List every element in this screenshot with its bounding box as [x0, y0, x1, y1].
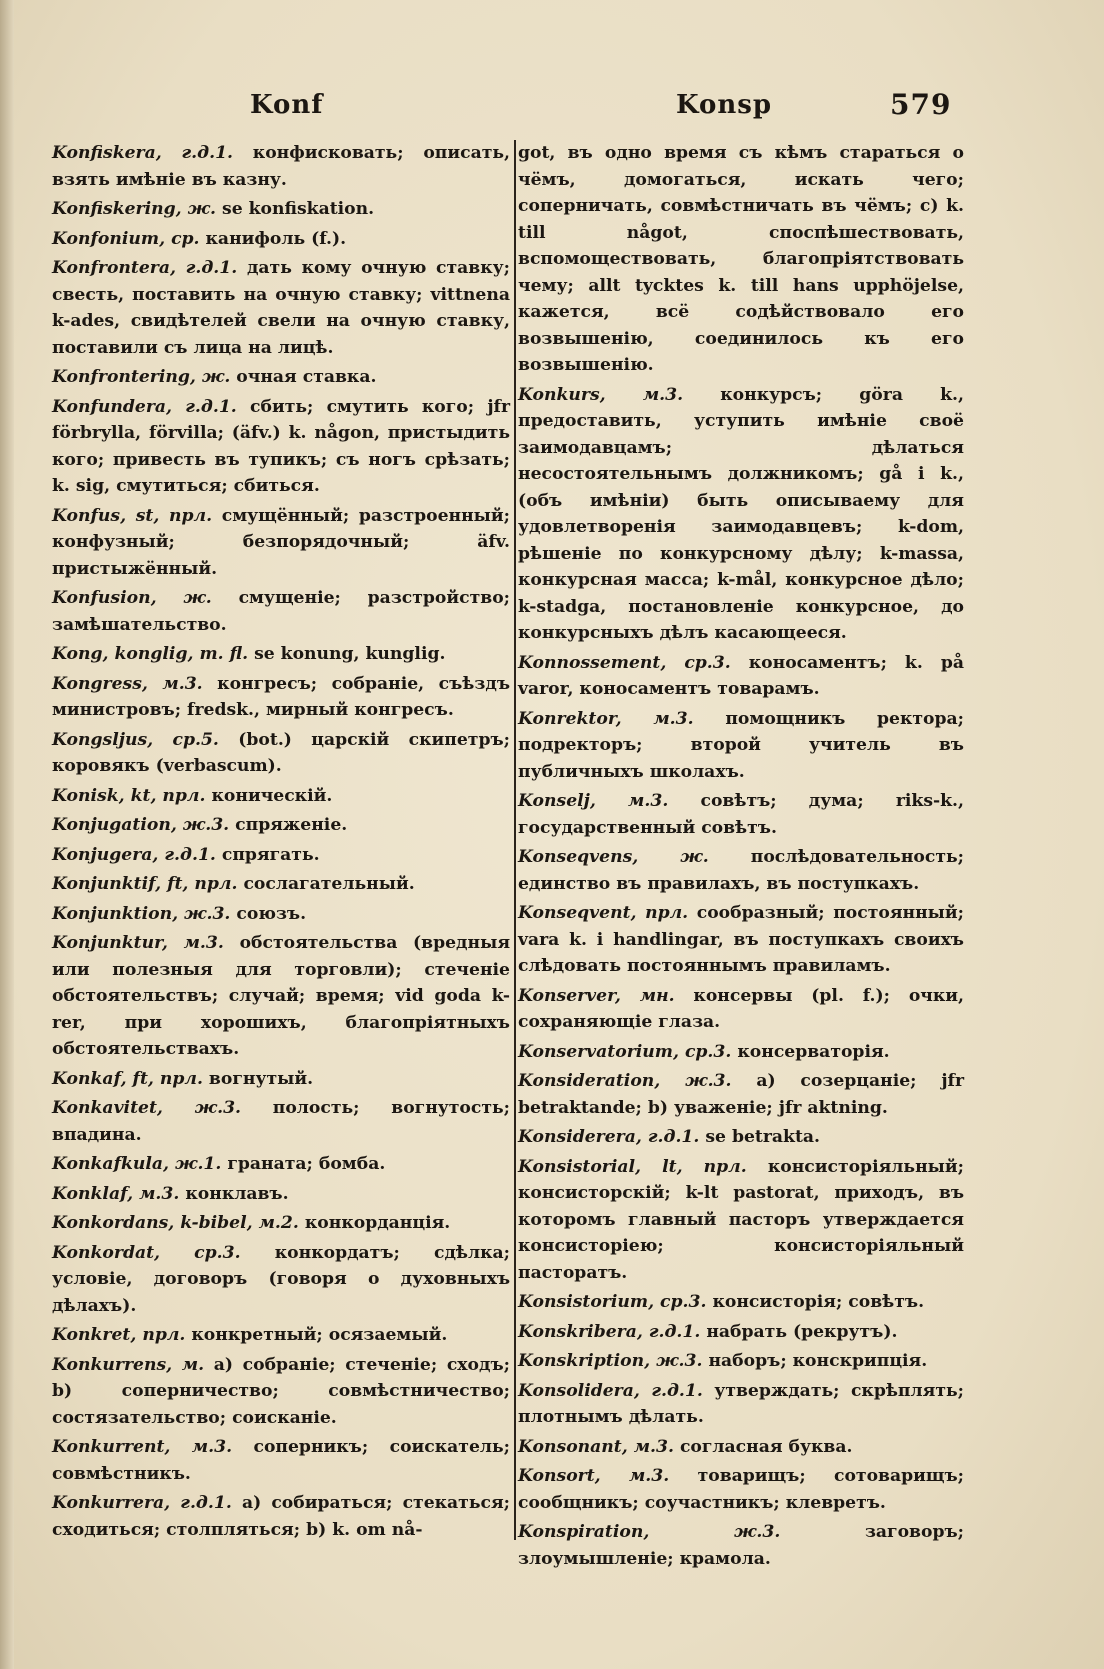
entry-definition: набрать (рекрутъ).: [706, 1321, 898, 1342]
entry-grammar: ср.5.: [172, 729, 219, 750]
entry-grammar: ж.3.: [184, 903, 231, 924]
entry-definition: сообразный; постоянный; vara k. i handlingar, въ поступкахъ своихъ слѣдовать постояннымъ правиламъ.: [518, 903, 964, 976]
entry-headword: Konnossement,: [518, 652, 667, 673]
entry-headword: Konsistorium,: [518, 1292, 655, 1312]
dictionary-entry: [518, 140, 964, 379]
entry-definition: сбить; смутить кого; jfr förbrylla, förvilla; (äfv.) k. någon, пристыдить кого; привесть въ тупикъ; съ ногъ срѣзать; k. sig, смутиться; сбиться.: [52, 396, 510, 496]
dictionary-entry: [52, 1095, 510, 1148]
dictionary-entry: [52, 394, 510, 500]
dictionary-entry: [518, 983, 964, 1036]
entry-grammar: ж.: [680, 847, 709, 867]
right-guide-word: Konsp: [676, 90, 773, 120]
dictionary-entry: [518, 1039, 964, 1066]
entry-headword: Konjunktion,: [52, 903, 179, 924]
entry-definition: (bot.) царскій скипетръ; коровякъ (verbascum).: [52, 729, 510, 776]
entry-headword: Konfiskera,: [52, 143, 162, 163]
entry-headword: Konfus, st,: [52, 505, 160, 526]
entry-definition: конкордатъ; сдѣлка; условіе, договоръ (говоря о духовныхъ дѣлахъ).: [52, 1242, 511, 1316]
entry-headword: Konsolidera,: [518, 1380, 640, 1401]
dictionary-entry: [52, 783, 510, 810]
dictionary-entry: [52, 1434, 510, 1487]
entry-definition: спряженіе.: [235, 815, 348, 835]
dictionary-entry: [52, 196, 510, 223]
entry-definition: консерваторія.: [737, 1041, 890, 1062]
dictionary-entry: [52, 140, 510, 193]
entry-headword: Konspiration,: [518, 1522, 650, 1542]
entry-grammar: ж.3.: [685, 1071, 732, 1091]
entry-headword: Kongsljus,: [52, 729, 154, 750]
entry-grammar: ж.1.: [175, 1154, 222, 1174]
entry-grammar: ср.3.: [194, 1242, 241, 1263]
dictionary-entry: [52, 226, 510, 253]
entry-definition: союзъ.: [236, 903, 307, 924]
entry-definition: сослагательный.: [243, 874, 415, 894]
entry-definition: соперникъ; соискатель; совмѣстникъ.: [52, 1437, 511, 1484]
entry-headword: Konfrontering,: [52, 367, 196, 387]
entry-grammar: прл.: [142, 1325, 186, 1345]
entry-definition: заговоръ; злоумышленіе; крамола.: [518, 1522, 965, 1569]
entry-headword: Konjunktur,: [52, 933, 168, 953]
entry-grammar: ср.: [171, 228, 200, 249]
entry-headword: Konrektor,: [518, 708, 622, 729]
entry-headword: Konklaf,: [52, 1183, 134, 1204]
entry-definition: se konung, kunglig.: [254, 644, 446, 664]
dictionary-entry: [518, 1154, 964, 1287]
entry-grammar: м.3.: [139, 1183, 180, 1204]
entry-grammar: ж.3.: [182, 815, 230, 835]
dictionary-entry: [518, 1068, 964, 1121]
dictionary-entry: [52, 585, 510, 638]
entry-definition: консисторіяльный; консисторскій; k-lt pastorat, приходъ, въ которомъ главный пасторъ утверждается консисторіею; консисторіяльный пасторатъ.: [518, 1156, 964, 1283]
dictionary-entry: [518, 788, 964, 841]
dictionary-entry: [52, 871, 510, 898]
dictionary-entry: [52, 1240, 510, 1320]
dictionary-entry: [52, 842, 510, 869]
entry-definition: консисторія; совѣтъ.: [712, 1292, 925, 1312]
entry-headword: Konseqvens,: [518, 847, 639, 867]
entry-headword: Konkurrens,: [52, 1354, 173, 1375]
dictionary-entry: [52, 255, 510, 361]
dictionary-entry: [52, 930, 510, 1063]
entry-definition: конкорданція.: [304, 1213, 451, 1233]
entry-grammar: м.3.: [628, 791, 669, 811]
right-column: [518, 140, 964, 1575]
entry-headword: Konselj,: [518, 791, 596, 811]
entry-grammar: м.3.: [633, 1436, 674, 1457]
entry-headword: Konkordans, k-bibel,: [52, 1213, 253, 1233]
entry-headword: Konkavitet,: [52, 1098, 163, 1118]
entry-grammar: г.д.1.: [185, 258, 238, 278]
entry-definition: утверждать; скрѣплять; плотнымъ дѣлать.: [518, 1380, 964, 1427]
entry-headword: Konfusion,: [52, 588, 157, 608]
entry-grammar: г.д.1.: [648, 1321, 701, 1342]
entry-headword: Konservatorium,: [518, 1041, 679, 1062]
entry-grammar: м.3.: [191, 1437, 233, 1457]
dictionary-entry: [52, 901, 510, 928]
entry-definition: коносаментъ; k. på varor, коносаментъ товарамъ.: [518, 652, 964, 699]
entry-grammar: прл.: [194, 874, 238, 894]
entry-definition: se konfiskation.: [222, 199, 375, 219]
dictionary-entry: [518, 1124, 964, 1151]
entry-grammar: ср.3.: [684, 1041, 732, 1062]
entry-headword: Konsonant,: [518, 1436, 628, 1457]
entry-grammar: прл.: [645, 903, 689, 923]
entry-grammar: г.д.1.: [185, 396, 237, 417]
entry-definition: конфисковать; описать, взять имѣніе въ казну.: [52, 143, 511, 190]
entry-headword: Konsort,: [518, 1466, 601, 1486]
entry-grammar: прл.: [159, 1068, 203, 1089]
entry-definition: наборъ; конскрипція.: [708, 1351, 928, 1371]
entry-grammar: ж.3.: [656, 1351, 703, 1371]
entry-grammar: ж.: [183, 588, 212, 608]
entry-grammar: г.д.1.: [164, 844, 216, 865]
entry-definition: se betrakta.: [705, 1127, 821, 1147]
entry-headword: Konkurrent,: [52, 1437, 171, 1457]
entry-definition: послѣдовательность; единство въ правилахъ, въ поступкахъ.: [518, 847, 965, 894]
entry-definition: граната; бомба.: [227, 1154, 386, 1174]
dictionary-entry: [52, 1322, 510, 1349]
entry-definition: спрягать.: [221, 844, 320, 865]
entry-definition: канифоль (f.).: [205, 228, 347, 249]
column-divider: [514, 140, 516, 1540]
entry-grammar: ж.: [201, 367, 231, 387]
entry-grammar: м.: [181, 1354, 205, 1375]
entry-headword: Konseqvent,: [518, 903, 637, 923]
dictionary-entry: [52, 641, 510, 668]
entry-headword: Konisk, kt,: [52, 785, 157, 806]
dictionary-entry: [52, 503, 510, 583]
entry-definition: конклавъ.: [185, 1183, 289, 1204]
entry-headword: Konfiskering,: [52, 199, 182, 219]
dictionary-entry: [518, 900, 964, 980]
entry-headword: Konsistorial, lt,: [518, 1156, 683, 1177]
entry-grammar: ж.: [187, 199, 217, 219]
left-column: [52, 140, 510, 1546]
entry-definition: дать кому очную ставку; свесть, поставить на очную ставку; vittnena k-ades, свидѣтелей свели на очную ставку, поставили съ лица на лицѣ.: [52, 258, 511, 358]
entry-definition: коническій.: [211, 785, 333, 806]
dictionary-entry: [52, 1151, 510, 1178]
entry-definition: a) собраніе; стеченіе; сходъ; b) соперничество; совмѣстничество; состязательство; соисканіе.: [52, 1354, 510, 1428]
entry-grammar: г.д.1.: [180, 1493, 232, 1513]
entry-headword: Konkurs,: [518, 384, 606, 405]
dictionary-entry: [518, 382, 964, 647]
entry-grammar: ж.3.: [733, 1522, 781, 1542]
entry-definition: got, въ одно время съ кѣмъ стараться о чёмъ, домогаться, искать чего; соперничать, совмѣстничать въ чёмъ; c) k. till något, споспѣшествовать, вспомоществовать, благопріятствовать чему; allt tycktes k. till hans upphöjelse, кажется, всё содѣйствовало его возвышенію, соединилось къ его возвышенію.: [518, 143, 964, 375]
page-binding-edge: [0, 0, 14, 1669]
entry-grammar: м.3.: [653, 708, 694, 729]
entry-definition: смущеніе; разстройство; замѣшательство.: [52, 588, 510, 635]
dictionary-entry: [518, 1378, 964, 1431]
entry-definition: консервы (pl. f.); очки, сохраняющіе глаза.: [518, 985, 965, 1032]
entry-headword: Konjunktif, ft,: [52, 874, 189, 894]
entry-headword: Konkurrera,: [52, 1493, 171, 1513]
dictionary-entry: [518, 1348, 964, 1375]
entry-headword: Konskription,: [518, 1351, 651, 1371]
entry-headword: Konserver,: [518, 985, 621, 1006]
entry-headword: Konskribera,: [518, 1321, 643, 1342]
entry-definition: конкретный; осязаемый.: [191, 1325, 448, 1345]
entry-headword: Konjugation,: [52, 815, 177, 835]
entry-definition: полость; вогнутость; впадина.: [52, 1098, 511, 1145]
dictionary-entry: [52, 671, 510, 724]
entry-headword: Konsideration,: [518, 1071, 661, 1091]
dictionary-entry: [52, 364, 510, 391]
entry-definition: помощникъ ректора; подректоръ; второй учитель въ публичныхъ школахъ.: [518, 708, 964, 782]
entry-grammar: м.3.: [183, 933, 224, 953]
entry-grammar: м.2.: [258, 1213, 299, 1233]
entry-grammar: м.3.: [628, 1466, 670, 1486]
entry-headword: Konfrontera,: [52, 258, 176, 278]
entry-definition: конгресъ; собраніе, съѣздъ министровъ; fredsk., мирный конгресъ.: [52, 673, 511, 720]
dictionary-entry: [52, 1066, 510, 1093]
entry-grammar: прл.: [169, 505, 213, 526]
entry-grammar: м.3.: [162, 673, 203, 694]
entry-grammar: m. fl.: [199, 644, 249, 664]
dictionary-entry: [52, 812, 510, 839]
dictionary-entry: [52, 727, 510, 780]
entry-headword: Konfundera,: [52, 396, 173, 417]
entry-headword: Konkordat,: [52, 1242, 161, 1263]
entry-definition: совѣтъ; дума; riks-k., государственный совѣтъ.: [518, 791, 965, 838]
entry-grammar: г.д.1.: [181, 143, 234, 163]
entry-headword: Kong, konglig,: [52, 644, 194, 664]
entry-definition: a) собираться; стекаться; сходиться; столпляться; b) k. om nå-: [52, 1493, 510, 1540]
dictionary-entry: [52, 1490, 510, 1543]
entry-definition: конкурсъ; göra k., предоставить, уступить имѣніе своё заимодавцамъ; дѣлаться несостоятельнымъ должникомъ; gå i k., (объ имѣніи) быть описываему для удовлетворенія заимодавцевъ; k-dom, рѣшеніе по конкурсному дѣлу; k-massa, конкурсная масса; k-mål, конкурсное дѣло; k-stadga, постановленіе конкурсное, до конкурсныхъ дѣлъ касающееся.: [518, 384, 964, 643]
entry-grammar: прл.: [162, 785, 206, 806]
entry-grammar: ср.3.: [684, 652, 731, 673]
entry-grammar: г.д.1.: [647, 1127, 700, 1147]
dictionary-entry: [518, 844, 964, 897]
entry-definition: очная ставка.: [236, 367, 377, 387]
entry-definition: смущённый; разстроенный; конфузный; безпорядочный; äfv. пристыжённый.: [52, 505, 510, 579]
entry-headword: Konsiderera,: [518, 1127, 642, 1147]
entry-headword: Konkafkula,: [52, 1154, 170, 1174]
entry-headword: Konfonium,: [52, 228, 166, 249]
left-guide-word: Konf: [250, 90, 324, 120]
entry-headword: Konkaf, ft,: [52, 1068, 154, 1089]
dictionary-entry: [518, 650, 964, 703]
entry-grammar: г.д.1.: [651, 1380, 703, 1401]
entry-definition: a) созерцаніе; jfr betraktande; b) уваженіе; jfr aktning.: [518, 1071, 964, 1118]
page-header: [0, 84, 1104, 124]
dictionary-entry: [52, 1210, 510, 1237]
entry-definition: вогнутый.: [208, 1068, 314, 1089]
entry-headword: Kongress,: [52, 673, 148, 694]
entry-definition: обстоятельства (вредныя или полезныя для торговли); стеченіе обстоятельствъ; случай; время; vid goda k-rer, при хорошихъ, благопріятныхъ обстоятельствахъ.: [52, 933, 511, 1059]
entry-grammar: ср.3.: [660, 1292, 707, 1312]
entry-definition: товарищъ; сотоварищъ; сообщникъ; соучастникъ; клевретъ.: [518, 1466, 964, 1513]
entry-grammar: мн.: [639, 985, 675, 1006]
dictionary-entry: [518, 1463, 964, 1516]
dictionary-entry: [518, 1519, 964, 1572]
entry-headword: Konjugera,: [52, 844, 159, 865]
entry-grammar: ж.3.: [194, 1098, 242, 1118]
entry-headword: Konkret,: [52, 1325, 137, 1345]
entry-grammar: м.3.: [642, 384, 684, 405]
entry-definition: согласная буква.: [679, 1436, 853, 1457]
page-number: 579: [890, 88, 952, 121]
dictionary-entry: [52, 1181, 510, 1208]
dictionary-entry: [518, 706, 964, 786]
dictionary-entry: [518, 1434, 964, 1461]
dictionary-entry: [52, 1352, 510, 1432]
dictionary-entry: [518, 1289, 964, 1316]
entry-grammar: прл.: [703, 1156, 747, 1177]
dictionary-entry: [518, 1319, 964, 1346]
